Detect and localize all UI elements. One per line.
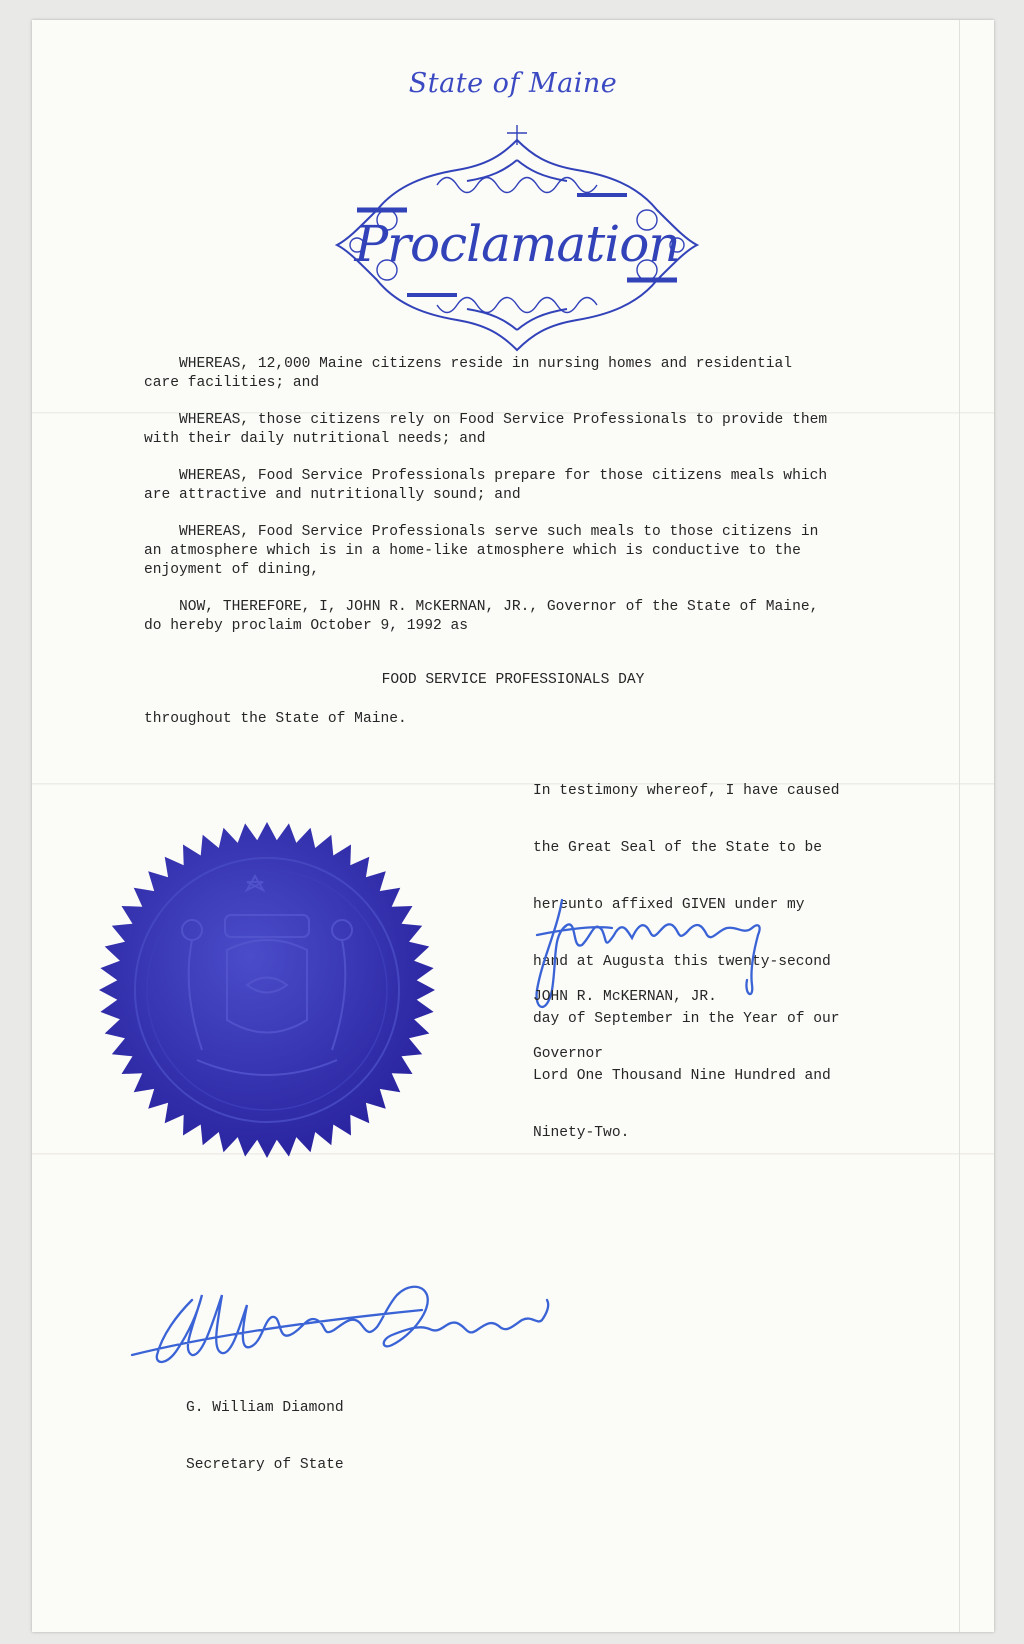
secretary-signature-icon <box>122 1275 592 1375</box>
proclaimed-day: FOOD SERVICE PROFESSIONALS DAY <box>381 672 645 688</box>
whereas-paragraph-2: WHEREAS, those citizens rely on Food Service Professionals to provide them with their daily nutritional needs; and <box>144 412 828 447</box>
proclamation-heading: Proclamation <box>354 215 680 273</box>
state-title: State of Maine <box>408 68 618 99</box>
testimony-block: In testimony whereof, I have caused the Great Seal of the State to be hereunto affixed GIVEN under my hand at Augusta this twenty-second day of September in the Year of our Lord One Thousand Nine Hundred and Ninety-Two. <box>533 783 840 1141</box>
closing-line: throughout the State of Maine. <box>144 711 407 727</box>
proclamation-document <box>32 20 994 1632</box>
whereas-paragraph-4: WHEREAS, Food Service Professionals serve such meals to those citizens in an atmosphere which is in a home-like atmosphere which is conductive to the enjoyment of dining, <box>144 524 819 578</box>
proclaim-paragraph: NOW, THEREFORE, I, JOHN R. McKERNAN, JR., Governor of the State of Maine, do hereby proclaim October 9, 1992 as <box>144 599 819 634</box>
great-seal-icon <box>97 820 437 1160</box>
secretary-name-block: G. William Diamond Secretary of State <box>186 1400 344 1473</box>
paper-fold-line <box>32 783 994 785</box>
paper-edge <box>959 20 960 1632</box>
governor-name-block: JOHN R. McKERNAN, JR. Governor <box>533 989 717 1062</box>
whereas-paragraph-3: WHEREAS, Food Service Professionals prepare for those citizens meals which are attractive and nutritionally sound; and <box>144 468 828 503</box>
whereas-paragraph-1: WHEREAS, 12,000 Maine citizens reside in nursing homes and residential care facilities; and <box>144 356 793 391</box>
